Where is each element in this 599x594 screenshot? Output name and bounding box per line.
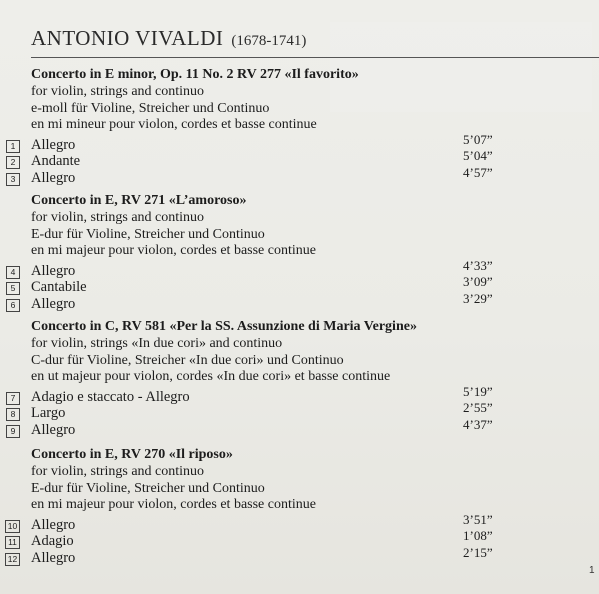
movement-title: Allegro (31, 516, 76, 533)
movement-title: Andante (31, 153, 81, 170)
movement-title: Largo (31, 405, 66, 422)
concerto-subtitle-de: E-dur für Violine, Streicher und Continuo (31, 480, 265, 496)
track-number: 6 (6, 299, 20, 312)
movement-list (10, 131, 571, 187)
track-number: 11 (5, 536, 20, 549)
concerto-subtitle-en: for violin, strings and continuo (31, 210, 205, 225)
concerto-subtitle-de: e-moll für Violine, Streicher und Continuo (31, 100, 270, 116)
movement-row (10, 164, 571, 187)
movement-title: Allegro (31, 169, 76, 186)
movement-duration: 2’55” (463, 400, 493, 416)
concerto-section (7, 446, 571, 567)
movement-title: Allegro (31, 136, 76, 153)
concerto-subtitle-en: for violin, strings and continuo (31, 464, 205, 479)
movement-duration: 4’37” (463, 416, 493, 432)
track-number: 10 (5, 520, 20, 533)
track-number: 2 (6, 156, 20, 169)
movement-duration: 5’07” (463, 131, 493, 147)
movement-duration: 5’19” (463, 383, 493, 399)
page-number: 1 (589, 565, 595, 576)
concerto-subtitle-de: E-dur für Violine, Streicher und Continuo (31, 226, 265, 242)
movement-duration: 3’29” (463, 290, 493, 306)
track-number: 5 (6, 282, 20, 295)
movement-title: Allegro (31, 549, 76, 566)
movement-row (10, 416, 571, 439)
movement-duration: 5’04” (463, 148, 493, 164)
concerto-section (10, 192, 571, 313)
movement-title: Cantabile (31, 279, 87, 296)
track-number: 12 (5, 553, 20, 566)
page-header (31, 26, 306, 51)
movement-title: Adagio (31, 533, 74, 550)
concerto-section (10, 66, 571, 187)
concerto-subtitle-fr: en ut majeur pour violon, cordes «In due cori» et basse continue (31, 369, 391, 384)
track-number: 4 (6, 266, 20, 279)
movement-list (7, 511, 571, 567)
composer-name: ANTONIO VIVALDI (31, 26, 224, 50)
movement-duration: 1’08” (463, 528, 493, 544)
concerto-title: Concerto in E minor, Op. 11 No. 2 RV 277 «Il favorito» (31, 67, 359, 82)
track-number: 3 (6, 173, 20, 186)
concerto-title: Concerto in C, RV 581 «Per la SS. Assunzione di Maria Vergine» (31, 319, 417, 334)
concerto-subtitle-en: for violin, strings and continuo (31, 84, 205, 99)
concerto-subtitle-de: C-dur für Violine, Streicher «In due cori» und Continuo (31, 352, 344, 368)
movement-list (10, 383, 571, 439)
track-number: 8 (6, 408, 20, 421)
header-rule (31, 57, 599, 58)
concerto-subtitle-fr: en mi majeur pour violon, cordes et basse continue (31, 243, 316, 258)
concerto-subtitle-en: for violin, strings «In due cori» and continuo (31, 336, 283, 351)
movement-title: Adagio e staccato - Allegro (31, 388, 190, 405)
movement-duration: 4’33” (463, 257, 493, 273)
movement-duration: 3’51” (463, 511, 493, 527)
track-number: 1 (6, 140, 20, 153)
track-number: 9 (6, 425, 20, 438)
concerto-subtitle-fr: en mi mineur pour violon, cordes et basse continue (31, 117, 317, 132)
movement-duration: 4’57” (463, 164, 493, 180)
movement-list (10, 257, 571, 313)
movement-duration: 2’15” (463, 544, 493, 560)
movement-row (10, 290, 571, 313)
movement-row (7, 544, 571, 567)
movement-title: Allegro (31, 262, 76, 279)
composer-dates: (1678-1741) (231, 33, 307, 49)
concerto-section (10, 318, 571, 439)
concerto-title: Concerto in E, RV 271 «L’amoroso» (31, 193, 247, 208)
movement-duration: 3’09” (463, 274, 493, 290)
concerto-subtitle-fr: en mi majeur pour violon, cordes et basse continue (31, 497, 316, 512)
movement-title: Allegro (31, 421, 76, 438)
concerto-title: Concerto in E, RV 270 «Il riposo» (31, 447, 233, 462)
movement-title: Allegro (31, 295, 76, 312)
track-number: 7 (6, 392, 20, 405)
